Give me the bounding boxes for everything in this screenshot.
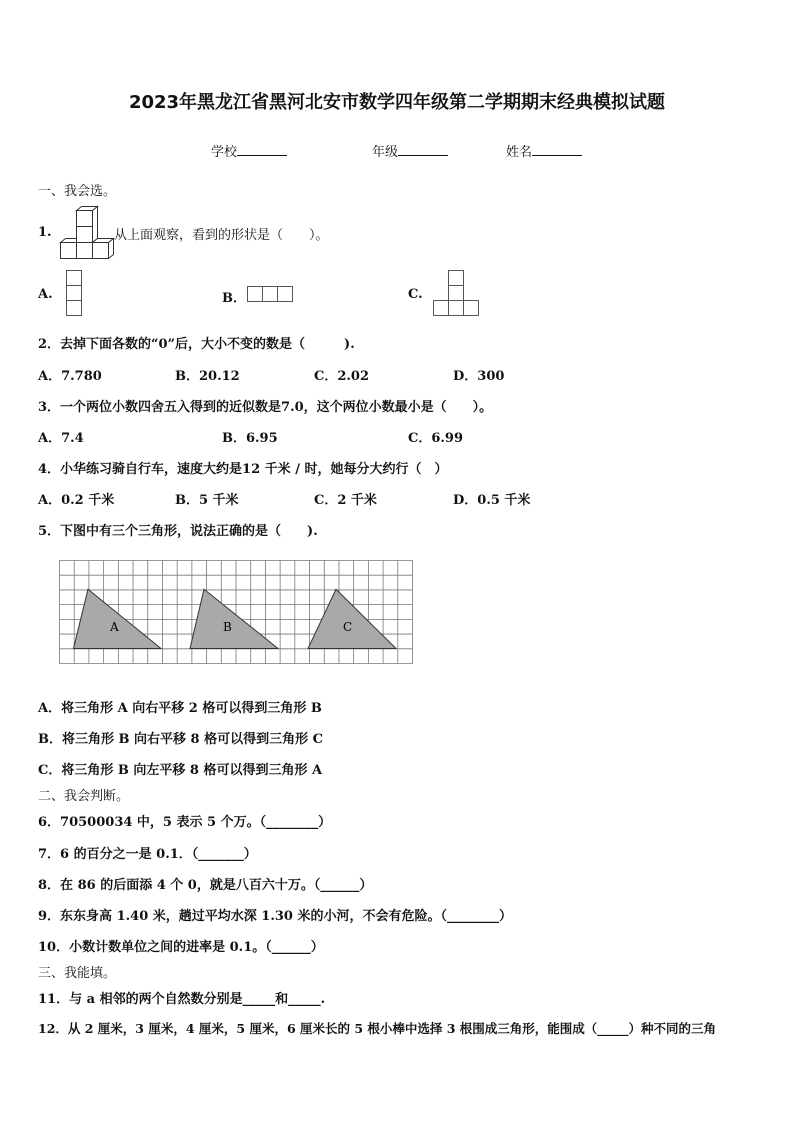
judge-item-10: 10．小数计数单位之间的进率是 0.1。（______） bbox=[38, 940, 324, 955]
q1-cube-figure bbox=[60, 206, 114, 260]
judge-item-8: 8．在 86 的后面添 4 个 0，就是八百六十万。（______） bbox=[38, 878, 373, 893]
q4-option-d[interactable]: D．0.5 千米 bbox=[453, 493, 531, 508]
q3-option-a[interactable]: A．7.4 bbox=[38, 431, 84, 446]
q5-text: 5．下图中有三个三角形，说法正确的是（ ). bbox=[38, 524, 318, 539]
q3-option-b[interactable]: B．6.95 bbox=[222, 431, 278, 446]
q4-option-b[interactable]: B．5 千米 bbox=[175, 493, 239, 508]
q1-option-b-figure bbox=[247, 286, 295, 302]
name-field[interactable] bbox=[506, 141, 582, 160]
q1-text: 从上面观察，看到的形状是（ ）。 bbox=[114, 228, 329, 243]
school-blank[interactable] bbox=[237, 143, 287, 156]
school-label: 学校 bbox=[211, 145, 238, 160]
q5-grid-figure bbox=[59, 560, 413, 664]
fill-item-11: 11．与 a 相邻的两个自然数分别是_____和_____. bbox=[38, 992, 326, 1007]
q4-option-c[interactable]: C．2 千米 bbox=[314, 493, 377, 508]
q2-option-c[interactable]: C．2.02 bbox=[314, 369, 370, 384]
q1-option-c-figure bbox=[433, 270, 481, 318]
name-label: 姓名 bbox=[506, 145, 533, 160]
triangle-a-label: A bbox=[110, 620, 119, 634]
q1-option-a[interactable]: A. bbox=[38, 287, 53, 302]
judge-item-6: 6．70500034 中，5 表示 5 个万。（________） bbox=[38, 815, 332, 830]
section-heading-1: 一、我会选。 bbox=[38, 184, 117, 199]
grade-label: 年级 bbox=[372, 145, 399, 160]
q1-option-b[interactable]: B． bbox=[222, 291, 246, 306]
q2-option-d[interactable]: D．300 bbox=[453, 369, 505, 384]
section-heading-3: 三、我能填。 bbox=[38, 966, 117, 981]
q5-option-a[interactable]: A．将三角形 A 向右平移 2 格可以得到三角形 B bbox=[38, 701, 322, 716]
q2-option-b[interactable]: B．20.12 bbox=[175, 369, 240, 384]
judge-item-9: 9．东东身高 1.40 米，趟过平均水深 1.30 米的小河，不会有危险。（________） bbox=[38, 909, 512, 924]
grade-field[interactable] bbox=[372, 141, 448, 160]
q5-option-c[interactable]: C．将三角形 B 向左平移 8 格可以得到三角形 A bbox=[38, 763, 323, 778]
q1-option-a-figure bbox=[66, 270, 82, 318]
school-field[interactable] bbox=[211, 141, 287, 160]
q3-text: 3．一个两位小数四舍五入得到的近似数是7.0，这个两位小数最小是（ ）。 bbox=[38, 400, 493, 415]
name-blank[interactable] bbox=[532, 143, 582, 156]
triangle-c-label: C bbox=[343, 620, 353, 634]
q1-number: 1. bbox=[38, 225, 52, 240]
triangle-b-label: B bbox=[223, 620, 232, 634]
q1-option-c[interactable]: C. bbox=[408, 287, 423, 302]
q2-text: 2．去掉下面各数的“0”后，大小不变的数是（ ). bbox=[38, 337, 355, 352]
q5-option-b[interactable]: B．将三角形 B 向右平移 8 格可以得到三角形 C bbox=[38, 732, 323, 747]
judge-item-7: 7．6 的百分之一是 0.1．（_______） bbox=[38, 847, 257, 862]
q4-option-a[interactable]: A．0.2 千米 bbox=[38, 493, 115, 508]
q3-option-c[interactable]: C．6.99 bbox=[408, 431, 464, 446]
q4-text: 4．小华练习骑自行车，速度大约是12 千米 / 时，她每分大约行（ ） bbox=[38, 462, 448, 477]
page-title: 2023年黑龙江省黑河北安市数学四年级第二学期期末经典模拟试题 bbox=[128, 92, 666, 113]
q2-option-a[interactable]: A．7.780 bbox=[38, 369, 102, 384]
grade-blank[interactable] bbox=[398, 143, 448, 156]
fill-item-12: 12．从 2 厘米，3 厘米，4 厘米，5 厘米，6 厘米长的 5 根小棒中选择 3 根围成三角形，能围成（_____）种不同的三角 bbox=[38, 1021, 717, 1036]
triangle-b bbox=[190, 589, 278, 648]
section-heading-2: 二、我会判断。 bbox=[38, 789, 130, 804]
